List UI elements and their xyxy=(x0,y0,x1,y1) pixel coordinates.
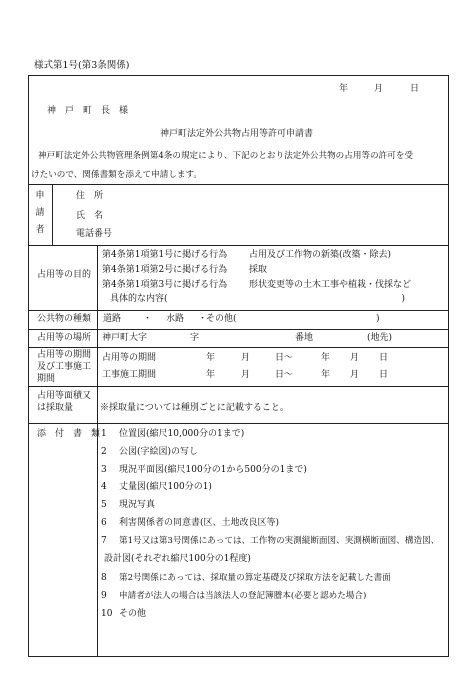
location-banchi: 番地 xyxy=(295,333,314,343)
addressee: 神 戸 町 長 様 xyxy=(47,106,129,116)
divider xyxy=(28,310,449,311)
type-dot: ・ xyxy=(198,314,208,324)
phone-label: 電話番号 xyxy=(76,229,113,239)
attachment-no: 7 xyxy=(101,536,107,546)
purpose-row-right: 採取 xyxy=(249,265,268,275)
period-day: 日 xyxy=(379,353,389,363)
attachment-text: 第1号又は第3号関係にあっては、工作物の実測縦断面図、実測横断面図、構造図、 xyxy=(119,536,440,546)
purpose-row-left: 第4条第1項第1号に掲げる行為 xyxy=(102,250,228,260)
attachment-text: 第2号関係にあっては、採取量の算定基礎及び採取方法を記載した書面 xyxy=(119,573,391,583)
form-title: 神戸町法定外公共物占用等許可申請書 xyxy=(160,129,314,139)
name-label: 氏 名 xyxy=(76,211,104,221)
type-label: 公共物の種類 xyxy=(37,314,92,324)
period-month: 月 xyxy=(350,370,360,380)
attachment-no: 9 xyxy=(101,591,107,601)
period-year: 年 xyxy=(321,353,331,363)
intro-line-1: 神戸町法定外公共物管理条例第4条の規定により、下記のとおり法定外公共物の占用等の許可を受 xyxy=(38,151,414,161)
attachment-no: 1 xyxy=(101,429,107,439)
attachment-no: 5 xyxy=(101,500,107,510)
applicant-label-char: 者 xyxy=(35,225,45,235)
location-chisaki: (地先) xyxy=(367,333,393,343)
divider xyxy=(52,184,53,245)
type-close: ) xyxy=(376,314,380,324)
attachment-text: 位置図(縮尺10,000分の1まで) xyxy=(119,429,245,439)
attachment-no: 2 xyxy=(101,447,107,457)
attachment-text: 現況写真 xyxy=(119,500,156,510)
period-year: 年 xyxy=(206,353,216,363)
attachment-text: 公図(字絵図)の写し xyxy=(119,447,199,457)
applicant-label-char: 申 xyxy=(35,191,45,201)
period-month: 月 xyxy=(350,353,360,363)
divider xyxy=(28,347,449,348)
area-label: 占用等面積又 xyxy=(37,391,92,401)
divider xyxy=(28,386,449,387)
type-other: その他( xyxy=(206,314,237,324)
intro-line-2: けたいので、関係書類を添えて申請します。 xyxy=(31,170,203,180)
purpose-row-right: 占用及び工作物の新築(改築・除去) xyxy=(249,250,392,260)
area-note: ※採取量については種別ごとに記載すること。 xyxy=(100,403,289,413)
period-year: 年 xyxy=(206,370,216,380)
attachment-text: その他 xyxy=(119,609,147,619)
attachment-no: 4 xyxy=(101,482,107,492)
type-waterway: 水路 xyxy=(166,314,185,324)
area-label: は採取量 xyxy=(37,403,74,413)
divider xyxy=(28,329,449,330)
period-row-name: 工事施工期間 xyxy=(102,370,157,380)
attachment-no: 10 xyxy=(101,609,113,619)
period-row-name: 占用等の期間 xyxy=(102,353,157,363)
attachment-text: 丈量図(縮尺100分の1) xyxy=(119,482,212,492)
attachment-text: 現況平面図(縮尺100分の1から500分の1まで) xyxy=(119,465,307,475)
date-month: 月 xyxy=(374,84,384,94)
purpose-row-left: 第4条第1項第2号に掲げる行為 xyxy=(102,265,228,275)
purpose-detail: 具体的な内容( ) xyxy=(110,294,406,304)
divider xyxy=(28,423,449,424)
period-day: 日 xyxy=(379,370,389,380)
attachment-no: 3 xyxy=(101,465,107,475)
date-day: 日 xyxy=(410,84,420,94)
attachment-text: 利害関係者の同意書(区、土地改良区等) xyxy=(119,518,280,528)
period-label: 占用等の期間 xyxy=(37,350,92,360)
purpose-row-right: 形状変更等の土木工事や植栽・伐採など xyxy=(249,280,412,290)
type-dot: ・ xyxy=(143,314,153,324)
period-month: 月 xyxy=(241,353,251,363)
purpose-label: 占用等の目的 xyxy=(37,270,92,280)
purpose-row-left: 第4条第1項第3号に掲げる行為 xyxy=(102,280,228,290)
attachment-text: 設計図(それぞれ縮尺100分の1程度) xyxy=(104,554,251,564)
period-label: 期間 xyxy=(37,374,56,384)
period-year: 年 xyxy=(321,370,331,380)
location-town: 神戸町大字 xyxy=(102,333,148,343)
application-form xyxy=(28,75,449,657)
date-year: 年 xyxy=(339,84,349,94)
period-label: 及び工事施工 xyxy=(37,362,92,372)
location-label: 占用等の場所 xyxy=(37,333,92,343)
period-day: 日～ xyxy=(275,370,294,380)
divider xyxy=(28,184,449,185)
period-month: 月 xyxy=(241,370,251,380)
attachments-label: 添 付 書 類 xyxy=(37,429,101,439)
attachment-text: 申請者が法人の場合は当該法人の登記簿謄本(必要と認めた場合) xyxy=(119,591,367,601)
divider xyxy=(97,245,98,657)
applicant-label-char: 請 xyxy=(35,208,45,218)
attachment-no: 8 xyxy=(101,573,107,583)
location-aza: 字 xyxy=(190,333,200,343)
form-number: 様式第1号(第3条関係) xyxy=(34,60,130,71)
attachment-no: 6 xyxy=(101,518,107,528)
type-road: 道路 xyxy=(103,314,122,324)
address-label: 住 所 xyxy=(76,191,104,201)
period-day: 日～ xyxy=(275,353,294,363)
divider xyxy=(28,245,449,246)
